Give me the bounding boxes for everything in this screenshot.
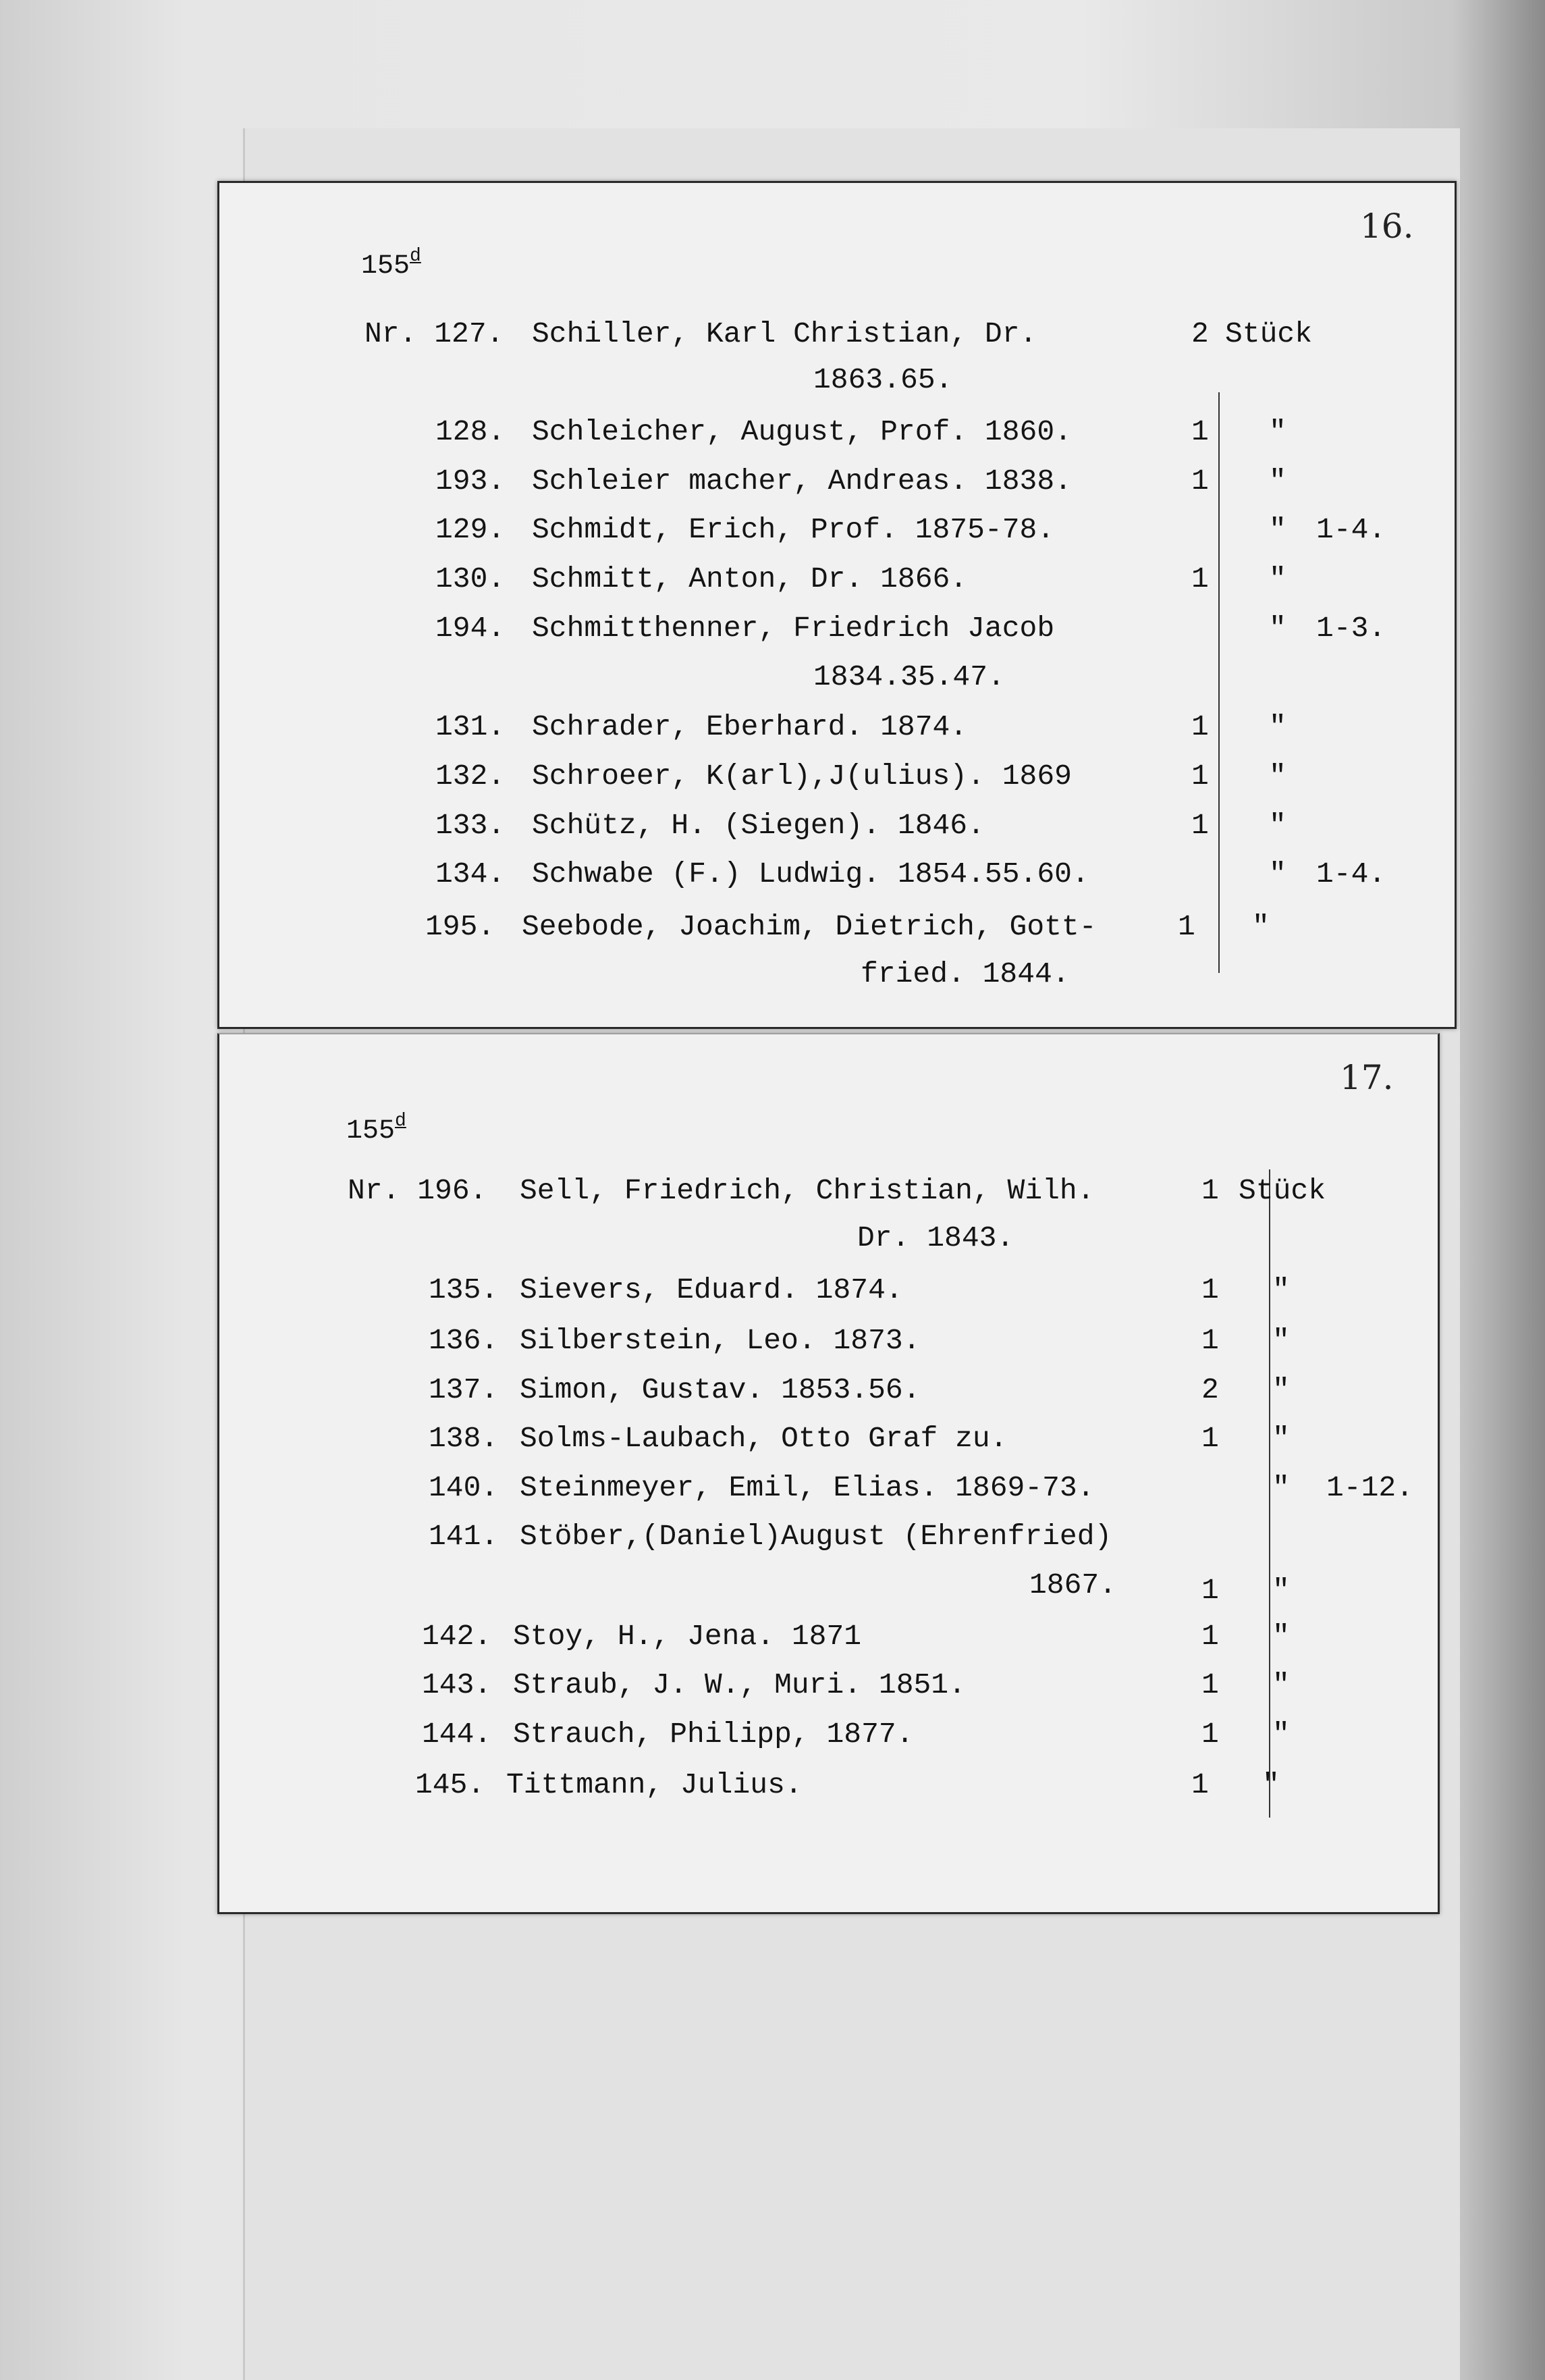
entry-nr: 138.: [429, 1422, 499, 1455]
entry-nr: 134.: [435, 857, 506, 891]
entry-count: 1: [1201, 1574, 1219, 1607]
entry-unit: ": [1269, 562, 1286, 596]
entry-name: Schwabe (F.) Ludwig. 1854.55.60.: [532, 857, 1089, 891]
page-number: 16.: [1360, 207, 1414, 246]
entry-unit: ": [1269, 612, 1286, 645]
entry-count: 1: [1201, 1718, 1219, 1751]
entry-nr: 144.: [422, 1718, 492, 1751]
entry-count: 1: [1191, 809, 1209, 842]
entry-nr: 140.: [429, 1471, 499, 1504]
entry-name: Schmitt, Anton, Dr. 1866.: [532, 562, 968, 596]
entry-continuation: 1867.: [1029, 1568, 1117, 1602]
count-column-rule: [1218, 392, 1220, 973]
entry-continuation: fried. 1844.: [861, 957, 1070, 990]
entry-unit: ": [1269, 513, 1286, 546]
entry-unit: ": [1262, 1768, 1280, 1801]
entry-count: 1: [1191, 415, 1209, 448]
entry-name: Seebode, Joachim, Dietrich, Gott-: [522, 910, 1097, 943]
entry-unit: ": [1272, 1324, 1290, 1357]
entry-unit: ": [1272, 1668, 1290, 1701]
entry-unit: ": [1272, 1620, 1290, 1653]
entry-nr: 136.: [429, 1324, 499, 1357]
entry-name: Schleicher, August, Prof. 1860.: [532, 415, 1072, 448]
entry-name: Sell, Friedrich, Christian, Wilh.: [520, 1174, 1095, 1207]
entry-unit: ": [1269, 710, 1286, 743]
entry-name: Schiller, Karl Christian, Dr.: [532, 317, 1037, 350]
signature: 155$^d$: [361, 246, 421, 282]
entry-count: 1: [1191, 710, 1209, 743]
entry-unit: Stück: [1225, 317, 1313, 350]
entry-count: 1: [1201, 1620, 1219, 1653]
entry-unit: ": [1269, 465, 1286, 498]
entry-name: Solms-Laubach, Otto Graf zu.: [520, 1422, 1008, 1455]
entry-nr: 142.: [422, 1620, 492, 1653]
entry-unit: ": [1272, 1373, 1290, 1406]
entry-nr: 131.: [435, 710, 506, 743]
entry-range: 1-12.: [1326, 1471, 1414, 1504]
entry-name: Schrader, Eberhard. 1874.: [532, 710, 968, 743]
entry-nr: 129.: [435, 513, 506, 546]
entry-nr: Nr. 196.: [348, 1174, 487, 1207]
entry-unit: ": [1269, 857, 1286, 891]
entry-name: Schmitthenner, Friedrich Jacob: [532, 612, 1055, 645]
entry-count: 1: [1191, 465, 1209, 498]
entry-unit: ": [1272, 1422, 1290, 1455]
entry-nr: Nr. 127.: [364, 317, 504, 350]
entry-name: Straub, J. W., Muri. 1851.: [513, 1668, 966, 1701]
entry-name: Sievers, Eduard. 1874.: [520, 1273, 903, 1306]
entry-continuation: 1834.35.47.: [813, 660, 1005, 693]
entry-name: Steinmeyer, Emil, Elias. 1869-73.: [520, 1471, 1095, 1504]
entry-count: 2: [1201, 1373, 1219, 1406]
entry-count: 1: [1201, 1668, 1219, 1701]
index-card-17: [217, 1033, 1440, 1914]
entry-range: 1-4.: [1316, 857, 1386, 891]
entry-unit: ": [1252, 910, 1270, 943]
entry-name: Schleier macher, Andreas. 1838.: [532, 465, 1072, 498]
entry-range: 1-4.: [1316, 513, 1386, 546]
entry-unit: ": [1272, 1273, 1290, 1306]
entry-count: 1: [1191, 1768, 1209, 1801]
entry-name: Stoy, H., Jena. 1871: [513, 1620, 862, 1653]
entry-unit: ": [1272, 1574, 1290, 1607]
entry-nr: 193.: [435, 465, 506, 498]
entry-nr: 145.: [415, 1768, 485, 1801]
entry-name: Schmidt, Erich, Prof. 1875-78.: [532, 513, 1055, 546]
entry-name: Simon, Gustav. 1853.56.: [520, 1373, 921, 1406]
entry-count: 1: [1201, 1273, 1219, 1306]
entry-nr: 137.: [429, 1373, 499, 1406]
count-column-rule: [1269, 1169, 1270, 1818]
entry-count: 2: [1191, 317, 1209, 350]
entry-unit: ": [1272, 1471, 1290, 1504]
entry-name: Strauch, Philipp, 1877.: [513, 1718, 914, 1751]
entry-nr: 128.: [435, 415, 506, 448]
entry-name: Stöber,(Daniel)August (Ehrenfried): [520, 1520, 1112, 1553]
entry-count: 1: [1191, 760, 1209, 793]
entry-unit: ": [1269, 415, 1286, 448]
entry-name: Tittmann, Julius.: [506, 1768, 803, 1801]
entry-count: 1: [1178, 910, 1195, 943]
entry-unit: Stück: [1239, 1174, 1326, 1207]
entry-continuation: Dr. 1843.: [857, 1221, 1014, 1254]
entry-nr: 132.: [435, 760, 506, 793]
entry-nr: 143.: [422, 1668, 492, 1701]
index-card-16: [217, 181, 1457, 1029]
entry-name: Schütz, H. (Siegen). 1846.: [532, 809, 985, 842]
entry-unit: ": [1269, 760, 1286, 793]
entry-nr: 141.: [429, 1520, 499, 1553]
entry-continuation: 1863.65.: [813, 363, 953, 396]
entry-unit: ": [1272, 1718, 1290, 1751]
entry-nr: 194.: [435, 612, 506, 645]
entry-nr: 130.: [435, 562, 506, 596]
entry-name: Silberstein, Leo. 1873.: [520, 1324, 921, 1357]
entry-nr: 135.: [429, 1273, 499, 1306]
entry-name: Schroeer, K(arl),J(ulius). 1869: [532, 760, 1072, 793]
entry-nr: 133.: [435, 809, 506, 842]
entry-nr: 195.: [425, 910, 495, 943]
entry-range: 1-3.: [1316, 612, 1386, 645]
entry-count: 1: [1201, 1324, 1219, 1357]
entry-unit: ": [1269, 809, 1286, 842]
entry-count: 1: [1201, 1422, 1219, 1455]
entry-count: 1: [1201, 1174, 1219, 1207]
signature: 155$^d$: [346, 1111, 406, 1146]
page-number: 17.: [1340, 1058, 1394, 1097]
entry-count: 1: [1191, 562, 1209, 596]
